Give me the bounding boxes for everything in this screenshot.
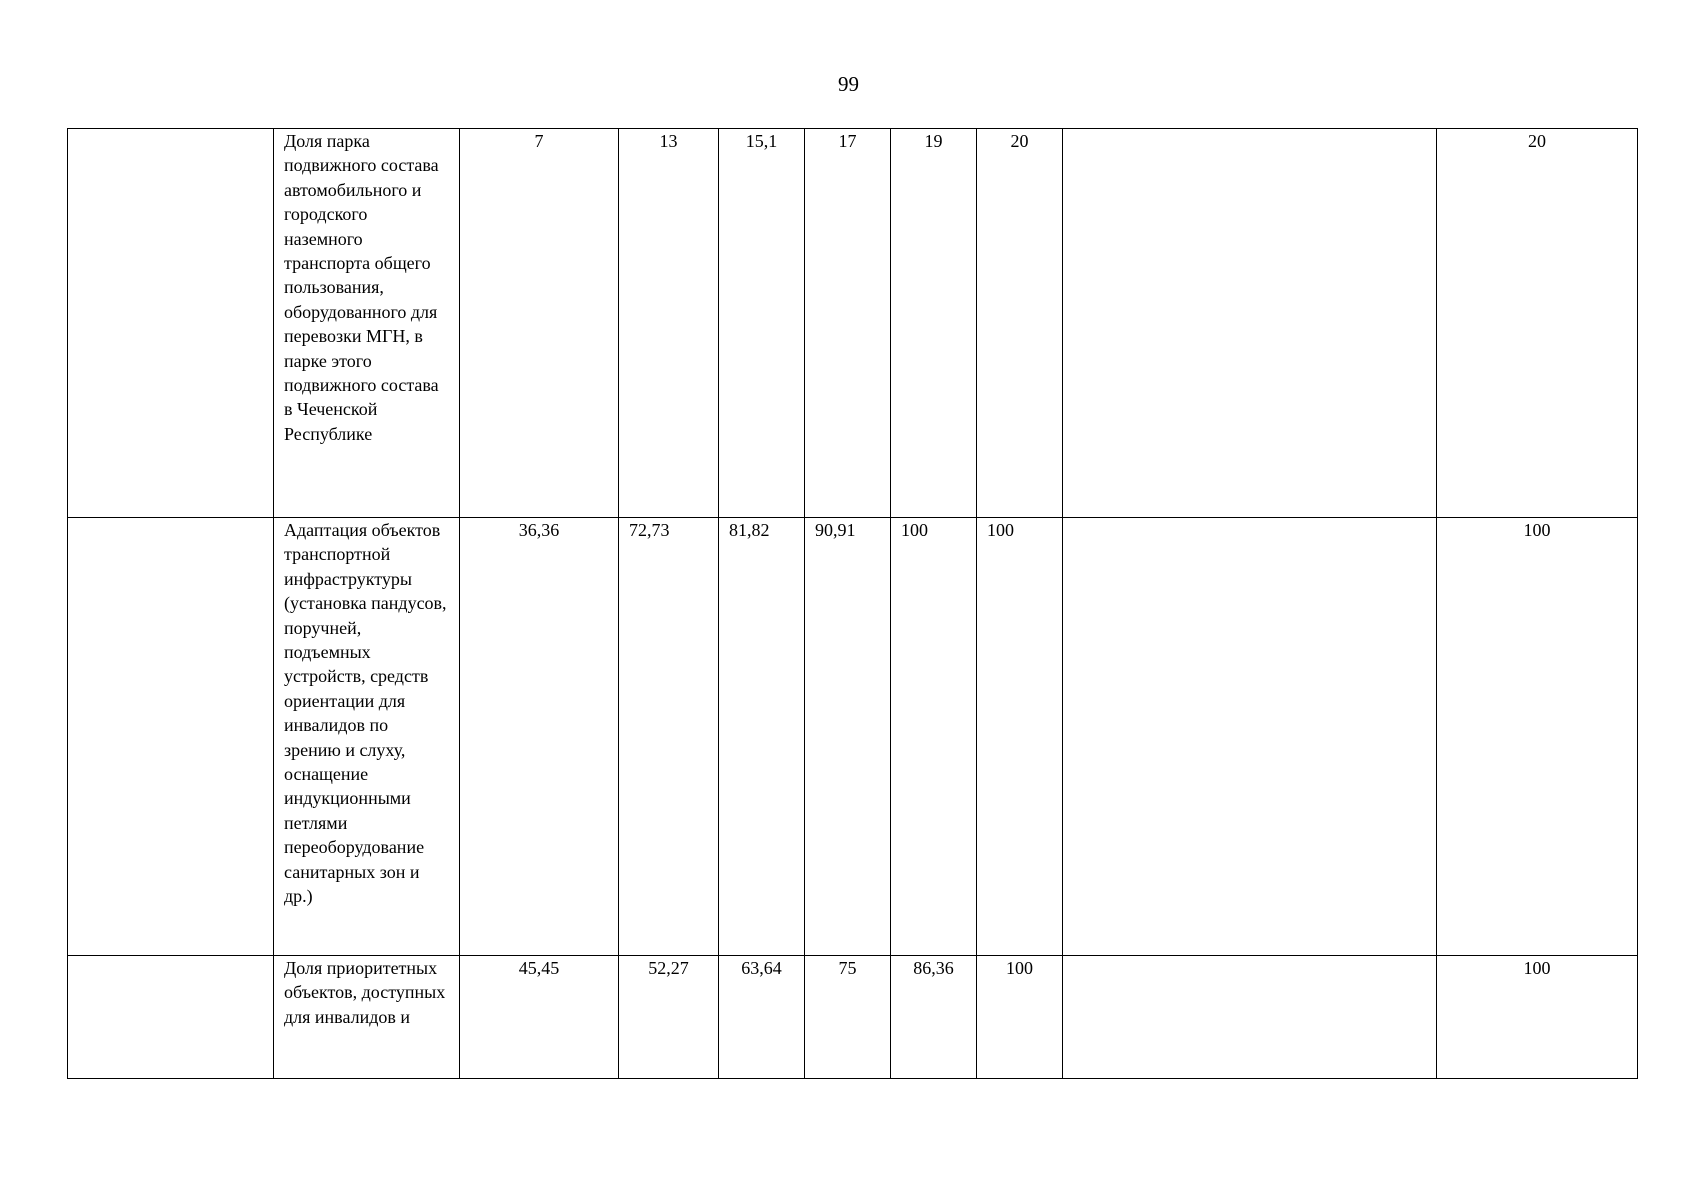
note-cell [1063,129,1437,518]
value-cell: 19 [891,129,977,518]
value-cell: 7 [460,129,619,518]
value-cell: 52,27 [619,956,719,1079]
note-cell [1063,518,1437,956]
indicators-table [67,128,1638,1079]
page-number: 99 [838,72,859,96]
value-cell: 100 [977,518,1063,956]
indicator-cell: Доля парка подвижного состава автомобильного и городского наземного транспорта общего пользования, оборудованного для перевозки МГН, в парке этого подвижного состава в Чеченской Республике [274,129,460,518]
value-cell: 86,36 [891,956,977,1079]
value-cell: 72,73 [619,518,719,956]
value-cell: 100 [977,956,1063,1079]
note-cell [1063,956,1437,1079]
value-cell: 36,36 [460,518,619,956]
total-cell: 100 [1437,956,1638,1079]
value-cell: 15,1 [719,129,805,518]
empty-cell [68,129,274,518]
empty-cell [68,956,274,1079]
value-cell: 45,45 [460,956,619,1079]
value-cell: 17 [805,129,891,518]
total-cell: 20 [1437,129,1638,518]
indicator-cell: Доля приоритетных объектов, доступных для инвалидов и [274,956,460,1079]
value-cell: 13 [619,129,719,518]
value-cell: 63,64 [719,956,805,1079]
empty-cell [68,518,274,956]
total-cell: 100 [1437,518,1638,956]
table-row [68,518,1638,956]
value-cell: 81,82 [719,518,805,956]
value-cell: 75 [805,956,891,1079]
table-row [68,129,1638,518]
value-cell: 90,91 [805,518,891,956]
value-cell: 100 [891,518,977,956]
indicator-cell: Адаптация объектов транспортной инфраструктуры (установка пандусов, поручней, подъемных устройств, средств ориентации для инвалидов по зрению и слуху, оснащение индукционными петлями переоборудование санитарных зон и др.) [274,518,460,956]
table-row [68,956,1638,1079]
value-cell: 20 [977,129,1063,518]
